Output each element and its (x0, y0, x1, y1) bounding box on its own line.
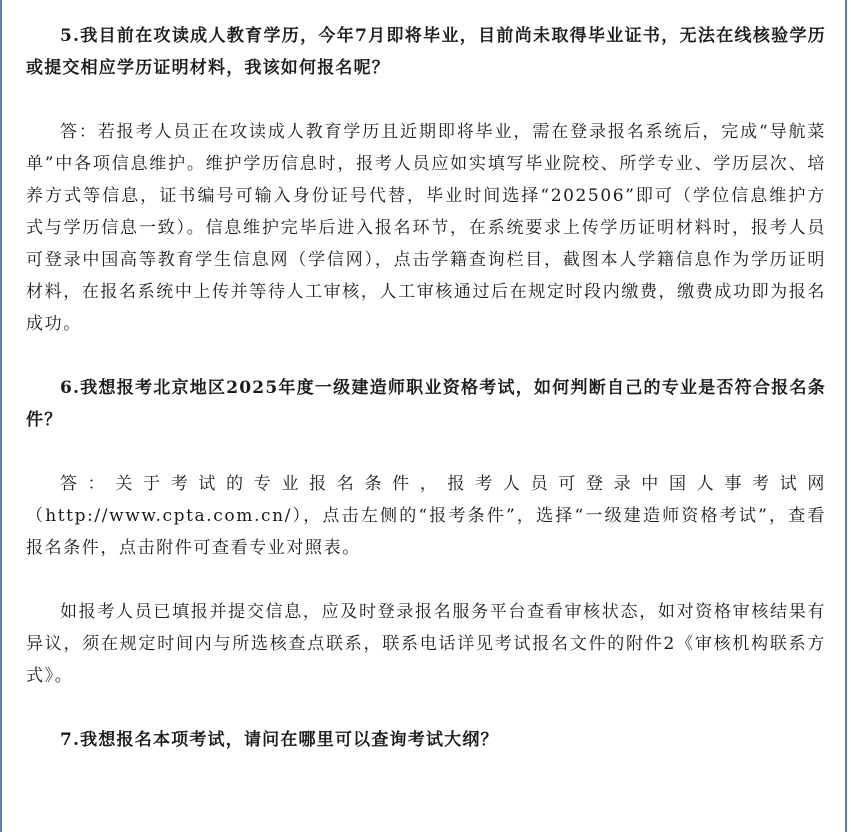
question-7: 7.我想报名本项考试，请问在哪里可以查询考试大纲？ (60, 730, 499, 750)
question-5: 5.我目前在攻读成人教育学历，今年7月即将毕业，目前尚未取得毕业证书，无法在线核验学历或提交相应学历证明材料，我该如何报名呢？ (26, 26, 826, 78)
answer-6-paragraph-2: 如报考人员已填报并提交信息，应及时登录报名服务平台查看审核状态，如对资格审核结果有异议，须在规定时间内与所选核查点联系，联系电话详见考试报名文件的附件2《审核机构联系方式》。 (26, 602, 826, 686)
answer-6-paragraph-1: 答：关于考试的专业报名条件，报考人员可登录中国人事考试网（http://www.cpta.com.cn/），点击左侧的“报考条件”，选择“一级建造师资格考试”，查看报名条件，点击附件可查看专业对照表。 (26, 474, 826, 558)
spacer (26, 84, 826, 116)
spacer (26, 692, 826, 724)
question-6: 6.我想报考北京地区2025年度一级建造师职业资格考试，如何判断自己的专业是否符合报名条件？ (26, 378, 826, 430)
faq-content (26, 20, 826, 756)
spacer (26, 340, 826, 372)
spacer (26, 436, 826, 468)
spacer (26, 564, 826, 596)
answer-5: 答：若报考人员正在攻读成人教育学历且近期即将毕业，需在登录报名系统后，完成“导航菜单”中各项信息维护。维护学历信息时，报考人员应如实填写毕业院校、所学专业、学历层次、培养方式等信息，证书编号可输入身份证号代替，毕业时间选择“202506”即可（学位信息维护方式与学历信息一致）。信息维护完毕后进入报名环节，在系统要求上传学历证明材料时，报考人员可登录中国高等教育学生信息网（学信网），点击学籍查询栏目，截图本人学籍信息作为学历证明材料，在报名系统中上传并等待人工审核，人工审核通过后在规定时段内缴费，缴费成功即为报名成功。 (26, 122, 826, 334)
